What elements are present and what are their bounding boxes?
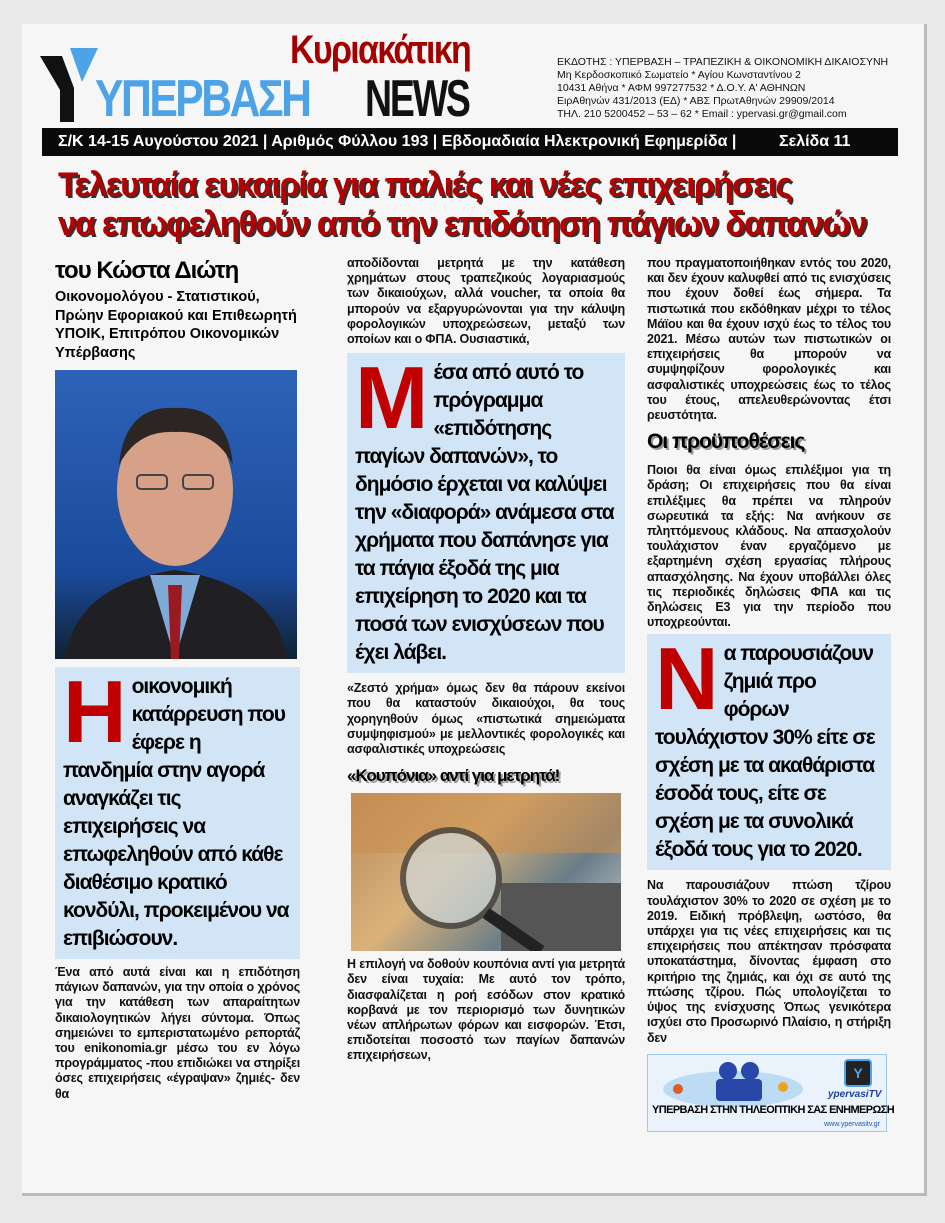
article-body: που πραγματοποιήθηκαν εντός του 2020, και δεν έχουν καλυφθεί από τις ενισχύσεις που έχουν δοθεί έως σήμερα. Τα πιστωτικά που εκδόθηκαν μέχρι το τέλος Μάϊου και θα έχουν ισχύ έως το τέλος του 2021. Μέσω αυτών των πιστωτικών οι επιχειρήσεις θα μπορούν να συμψηφίζουν φορολογικές και ασφαλιστικές υποχρεώσεις έως το τέλος του έτους, απελευθερώνοντας έτσι ρευστότητα. (647, 256, 891, 423)
author-credentials: Οικονομολόγου - Στατιστικού, Πρώην Εφοριακού και Επιθεωρητή ΥΠΟΙΚ, Επιτρόπου Οικονομικών Υπέρβασης (55, 289, 297, 361)
article-body: Να παρουσιάζουν πτώση τζίρου τουλάχιστον 30% το 2020 σε σχέση με το 2019. Ειδική πρόβλεψη, ωστόσο, θα υπάρχει για τις νέες επιχειρήσεις και τις επιχειρήσεις που απέκτησαν πρόσφατα υποκατάστημα, δίνοντας έμφαση στο κριτήριο της ζημιάς, και όχι σε αυτό της πτώσης τζίρου. Πώς υπολογίζεται το ύψος της ενίσχυσης Όπως γενικότερα ισχύει στο Προσωρινό Πλαίσιο, η στήριξη δεν (647, 878, 891, 1045)
publisher-info (557, 56, 888, 121)
drop-cap: Ν (655, 634, 718, 729)
masthead-brand: ΥΠΕΡΒΑΣΗ (95, 70, 310, 128)
article-body: αποδίδονται μετρητά με την κατάθεση χρημάτων στους τραπεζικούς λογαριασμούς των δικαιούχων, αλλά voucher, τα οποία θα μπορούν να εξαργυρώνονται για την κάλυψη φορολογικών υποχρεώσεων, μεταξύ των οποίων και ο ΦΠΑ. Ουσιαστικά, (347, 256, 625, 347)
column-2 (347, 256, 625, 1064)
drop-cap: Μ (355, 353, 428, 448)
article-body: Ένα από αυτά είναι και η επιδότηση πάγιων δαπανών, για την οποία ο χρόνος για την κατάθεση των απαραίτητων δικαιολογητικών λήγει σύντομα. Όπως σημειώνει το εμπεριστατωμένο ρεπορτάζ του enikonomia.gr μέσω του εν λόγω προγράμματος -που επιδιώκει να στηρίξει όσες επιχειρήσεις «έγραψαν» ζημιές- δεν θα (55, 965, 300, 1101)
subheading: Οι προϋποθέσεις (647, 430, 805, 454)
article-body: «Ζεστό χρήμα» όμως δεν θα πάρουν εκείνοι που θα καταστούν δικαιούχοι, θα τους χορηγηθούν όμως «πιστωτικά σημειώματα συμψηφισμού» με μελλοντικές φορολογικές και ασφαλιστικές υποχρεώσεις (347, 681, 625, 757)
banner-tagline: ΥΠΕΡΒΑΣΗ ΣΤΗΝ ΤΗΛΕΟΠΤΙΚΗ ΣΑΣ ΕΝΗΜΕΡΩΣΗ (652, 1103, 895, 1116)
column-1 (55, 256, 300, 1102)
pull-quote-text: οικονομική κατάρρευση που έφερε η πανδημία στην αγορά αναγκάζει τις επιχειρήσεις να επωφεληθούν από κάθε διαθέσιμο κρατικό κονδύλι, προκειμένου να επιβιώσουν. (63, 675, 289, 950)
publisher-line: ΤΗΛ. 210 5200452 – 53 – 62 * Email : ypervasi.gr@gmail.com (557, 108, 847, 120)
masthead-brand-suffix: NEWS (365, 70, 469, 128)
pull-quote (55, 667, 300, 959)
page-number: Σελίδα 11 (779, 133, 851, 150)
publisher-line: ΕιρΑθηνών 431/2013 (ΕΔ) * ΑΒΣ ΠρωτΑθηνών 29909/2014 (557, 95, 835, 107)
film-camera-illustration (658, 1059, 808, 1107)
publisher-line: 10431 Αθήνα * ΑΦΜ 997277532 * Δ.Ο.Υ. Α' ΑΘΗΝΩΝ (557, 82, 806, 94)
article-image-magnifier-banknotes (351, 793, 621, 951)
ypervasitv-logo-icon: Y (844, 1059, 872, 1087)
article-body: Ποιοι θα είναι όμως επιλέξιμοι για τη δράση; Οι επιχειρήσεις που θα είναι επιλέξιμες θα πρέπει να πληρούν σωρευτικά τα εξής: Να ανήκουν σε πληττόμενους κλάδους. Να απασχολούν τουλάχιστον έναν εργαζόμενο με εξαρτημένη σχέση εργασίας πλήρους απασχόλησης. Να έχουν υποβάλλει όλες τις περιοδικές δηλώσεις ΦΠΑ και τις δηλώσεις Ε3 για την περίοδο που υποχρεούνται. (647, 463, 891, 630)
pull-quote-text: α παρουσιάζουν ζημιά προ φόρων τουλάχιστον 30% είτε σε σχέση με τα ακαθάριστα έσοδά τους, είτε σε σχέση με τα συνολικά έξοδά τους για το 2020. (655, 642, 875, 862)
drop-cap: Η (63, 667, 126, 761)
author-byline: του Κώστα Διώτη (55, 257, 239, 284)
publisher-line: ΕΚΔΟΤΗΣ : ΥΠΕΡΒΑΣΗ – ΤΡΑΠΕΖΙΚΗ & ΟΙΚΟΝΟΜΙΚΗ ΔΙΚΑΙΟΣΥΝΗ (557, 56, 889, 68)
pull-quote-text: έσα από αυτό το πρόγραμμα «επιδότησης παγίων δαπανών», το δημόσιο έρχεται να καλύψει την «διαφορά» ανάμεσα στα χρήματα που δαπάνησε για τα πάγια έξοδά της μια επιχείρηση το 2020 και τα ποσά των ενισχύσεων που έχει λάβει. (355, 361, 614, 665)
issue-info: Σ/Κ 14-15 Αυγούστου 2021 | Αριθμός Φύλλου 193 | Εβδομαδιαία Ηλεκτρονική Εφημερίδα | (58, 133, 737, 150)
pull-quote (347, 353, 625, 673)
headline-line: Τελευταία ευκαιρία για παλιές και νέες επιχειρήσεις (58, 166, 792, 204)
article-body: Η επιλογή να δοθούν κουπόνια αντί για μετρητά δεν είναι τυχαία: Με αυτό τον τρόπο, διασφαλίζεται η ροή εσόδων στον κρατικό κορβανά με τον περιορισμό των δυνητικών νέων απλήρωτων φόρων και εισφορών. Έτσι, επιδοτείται ποσοστό των παγίων δαπανών επιχειρήσεων, (347, 957, 625, 1063)
ypervasitv-banner[interactable] (647, 1054, 895, 1132)
masthead-kicker: Κυριακάτικη (290, 28, 471, 72)
column-3 (647, 256, 895, 1132)
logo-y-mark (40, 48, 100, 124)
banner-url: www.ypervasitv.gr (824, 1120, 880, 1128)
author-photo (55, 370, 297, 659)
article-headline (58, 166, 881, 244)
banner-brand: ypervasiTV (828, 1088, 882, 1100)
pull-quote (647, 634, 891, 870)
subheading: «Κουπόνια» αντί για μετρητά! (347, 766, 560, 786)
publisher-line: Μη Κερδοσκοπικό Σωματείο * Αγίου Κωνσταντίνου 2 (557, 69, 801, 81)
headline-line: να επωφεληθούν από την επιδότηση πάγιων δαπανών (58, 205, 867, 243)
issue-bar (42, 128, 898, 156)
